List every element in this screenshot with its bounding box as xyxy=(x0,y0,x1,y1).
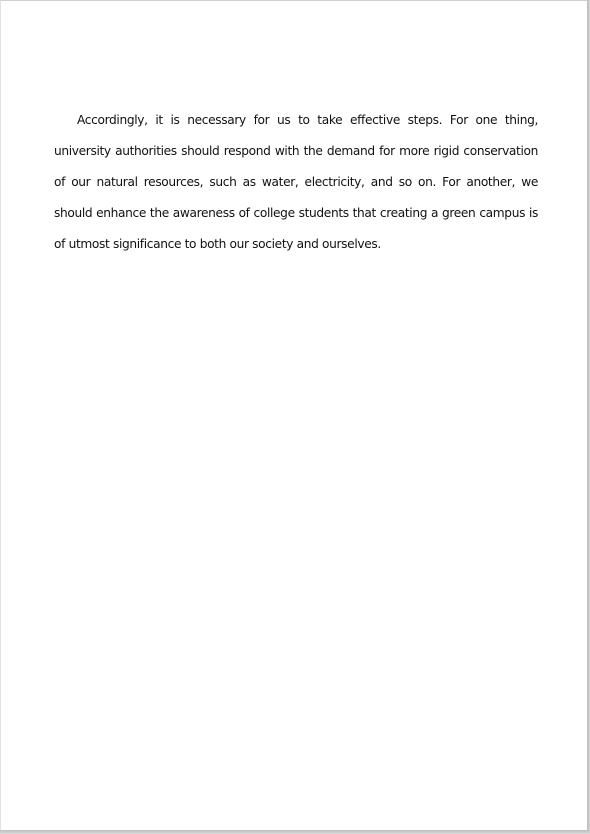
page-edge-shadow-bottom xyxy=(0,830,590,834)
body-paragraph: Accordingly, it is necessary for us to take effective steps. For one thing, university authorities should respond with the demand for more rigid conservation of our natural resources, such as water, electricity, and so on. For another, we should enhance the awareness of college students that creating a green campus is of utmost significance to both our society and ourselves. xyxy=(54,113,538,251)
